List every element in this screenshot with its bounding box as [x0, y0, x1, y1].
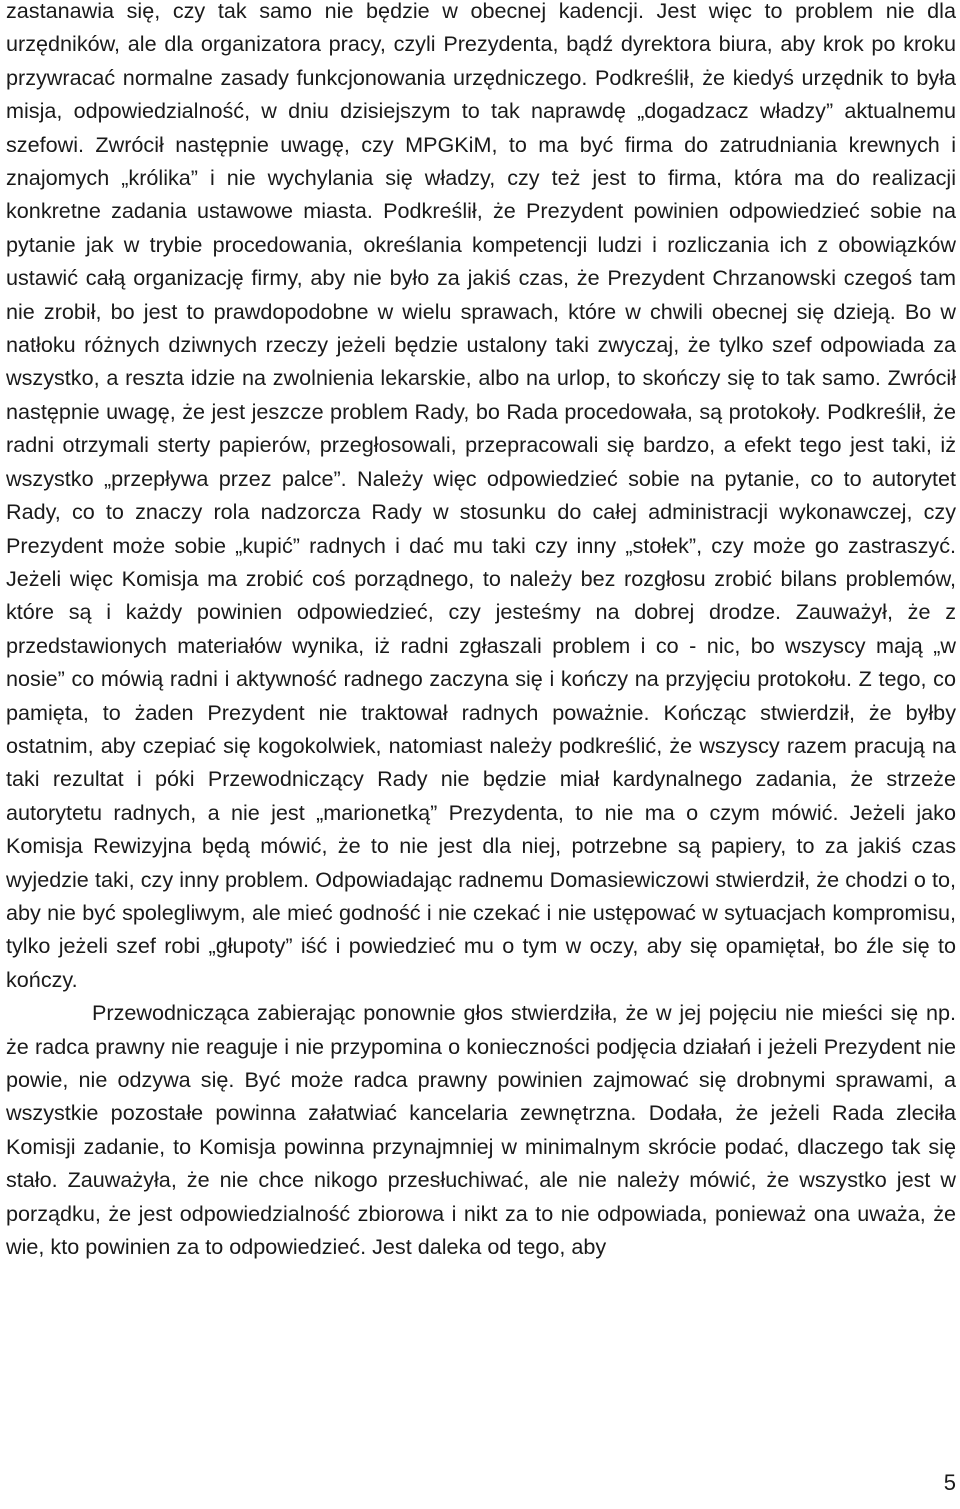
paragraph-1: zastanawia się, czy tak samo nie będzie w obecnej kadencji. Jest więc to problem nie dla urzędników, ale dla organizatora pracy, czyli Prezydenta, bądź dyrektora biura, aby krok po kroku przywracać normalne zasady funkcjonowania urzędniczego. Podkreślił, że kiedyś urzędnik to była misja, odpowiedzialność, w dniu dzisiejszym to tak naprawdę „dogadzacz władzy” aktualnemu szefowi. Zwrócił następnie uwagę, czy MPGKiM, to ma być firma do zatrudniania krewnych i znajomych „królika” i nie wychylania się władzy, czy też jest to firma, która ma do realizacji konkretne zadania ustawowe miasta. Podkreślił, że Prezydent powinien odpowiedzieć sobie na pytanie jak w trybie procedowania, określania kompetencji ludzi i rozliczania ich z obowiązków ustawić całą organizację firmy, aby nie było za jakiś czas, że Prezydent Chrzanowski czegoś tam nie zrobił, bo jest to prawdopodobne w wielu sprawach, które w chwili obecnej się dzieją. Bo w natłoku różnych dziwnych rzeczy jeżeli będzie ustalony taki zwyczaj, że tylko szef odpowiada za wszystko, a reszta idzie na zwolnienia lekarskie, albo na urlop, to skończy się to tak samo. Zwrócił następnie uwagę, że jest jeszcze problem Rady, bo Rada procedowała, są protokoły. Podkreślił, że radni otrzymali sterty papierów, przegłosowali, przepracowali się bardzo, a efekt tego jest taki, iż wszystko „przepływa przez palce”. Należy więc odpowiedzieć sobie na pytanie, co to autorytet Rady, co to znaczy rola nadzorcza Rady w stosunku do całej administracji wykonawczej, czy Prezydent może sobie „kupić” radnych i dać mu taki czy inny „stołek”, czy może go zastraszyć. Jeżeli więc Komisja ma zrobić coś porządnego, to należy bez rozgłosu zrobić bilans problemów, które są i każdy powinien odpowiedzieć, czy jesteśmy na dobrej drodze. Zauważył, że z przedstawionych materiałów wynika, iż radni zgłaszali problem i co - nic, bo wszyscy mają „w nosie” co mówią radni i aktywność radnego zaczyna się i kończy na przyjęciu protokołu. Z tego, co pamięta, to żaden Prezydent nie traktował radnych poważnie. Kończąc stwierdził, że byłby ostatnim, aby czepiać się kogokolwiek, natomiast należy podkreślić, że wszyscy razem pracują na taki rezultat i póki Przewodniczący Rady nie będzie miał kardynalnego zadania, że strzeże autorytetu radnych, a nie jest „marionetką” Prezydenta, to nie ma o czym mówić. Jeżeli jako Komisja Rewizyjna będą mówić, że to nie jest dla niej, potrzebne są papiery, to za jakiś czas wyjedzie taki, czy inny problem. Odpowiadając radnemu Domasiewiczowi stwierdził, że chodzi o to, aby nie być spolegliwym, ale mieć godność i nie czekać i nie ustępować w sytuacjach kompromisu, tylko jeżeli szef robi „głupoty” iść i powiedzieć mu o tym w oczy, aby się opamiętał, bo źle się to kończy. — [6, 0, 956, 992]
page-number: 5 — [943, 1470, 956, 1495]
document-body — [6, 0, 956, 1263]
paragraph-2: Przewodnicząca zabierając ponownie głos stwierdziła, że w jej pojęciu nie mieści się np. że radca prawny nie reaguje i nie przypomina o konieczności podjęcia działań i jeżeli Prezydent nie powie, nie odzywa się. Być może radca prawny powinien zajmować się drobnymi sprawami, a wszystkie pozostałe powinna załatwiać kancelaria zewnętrzna. Dodała, że jeżeli Rada zleciła Komisji zadanie, to Komisja powinna przynajmniej w minimalnym skrócie podać, dlaczego tak się stało. Zauważyła, że nie chce nikogo przesłuchiwać, ale nie należy mówić, że wszystko jest w porządku, że jest odpowiedzialność zbiorowa i nikt za to nie odpowiada, ponieważ ona uważa, że wie, kto powinien za to odpowiedzieć. Jest daleka od tego, aby — [6, 1000, 956, 1260]
